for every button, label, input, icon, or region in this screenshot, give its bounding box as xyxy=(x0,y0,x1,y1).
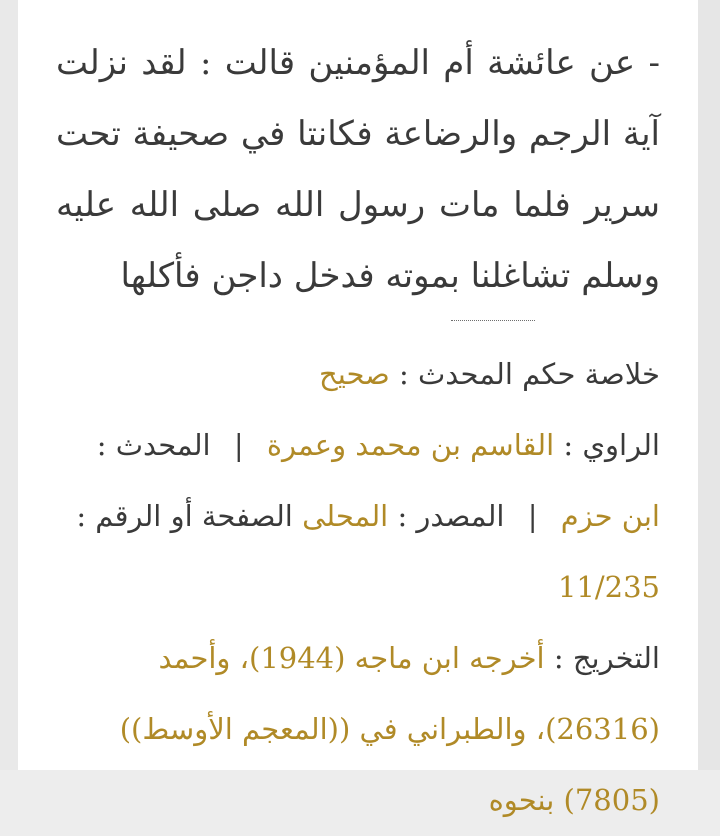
summary-label: خلاصة حكم المحدث : xyxy=(399,357,660,391)
summary-value[interactable]: صحيح xyxy=(318,357,390,391)
summary-line xyxy=(56,339,660,410)
source-label: المصدر : xyxy=(397,499,505,533)
hadith-card xyxy=(18,0,698,817)
separator: | xyxy=(233,428,244,462)
narrator-value[interactable]: القاسم بن محمد وعمرة xyxy=(266,428,555,462)
left-margin xyxy=(0,0,18,770)
separator: | xyxy=(527,499,538,533)
divider xyxy=(451,320,535,321)
page-number-label: الصفحة أو الرقم : xyxy=(76,499,293,533)
page-number-value: 11/235 xyxy=(557,570,660,604)
takhrij-block xyxy=(56,623,660,836)
muhaddith-label: المحدث : xyxy=(96,428,211,462)
right-margin xyxy=(698,0,720,770)
hadith-text: - عن عائشة أم المؤمنين قالت : لقد نزلت آية الرجم والرضاعة فكانتا في صحيفة تحت سرير فلما مات رسول الله صلى الله عليه وسلم تشاغلنا بموته فدخل داجن فأكلها xyxy=(56,43,660,296)
narrator-source-block xyxy=(56,410,660,623)
takhrij-label: التخريج : xyxy=(553,641,660,675)
takhrij-value: أخرجه ابن ماجه (1944)، وأحمد (26316)، والطبراني في ((المعجم الأوسط)) (7805) بنحوه xyxy=(119,641,660,817)
source-value[interactable]: المحلى xyxy=(302,499,389,533)
narrator-label: الراوي : xyxy=(563,428,660,462)
muhaddith-value[interactable]: ابن حزم xyxy=(560,499,660,533)
